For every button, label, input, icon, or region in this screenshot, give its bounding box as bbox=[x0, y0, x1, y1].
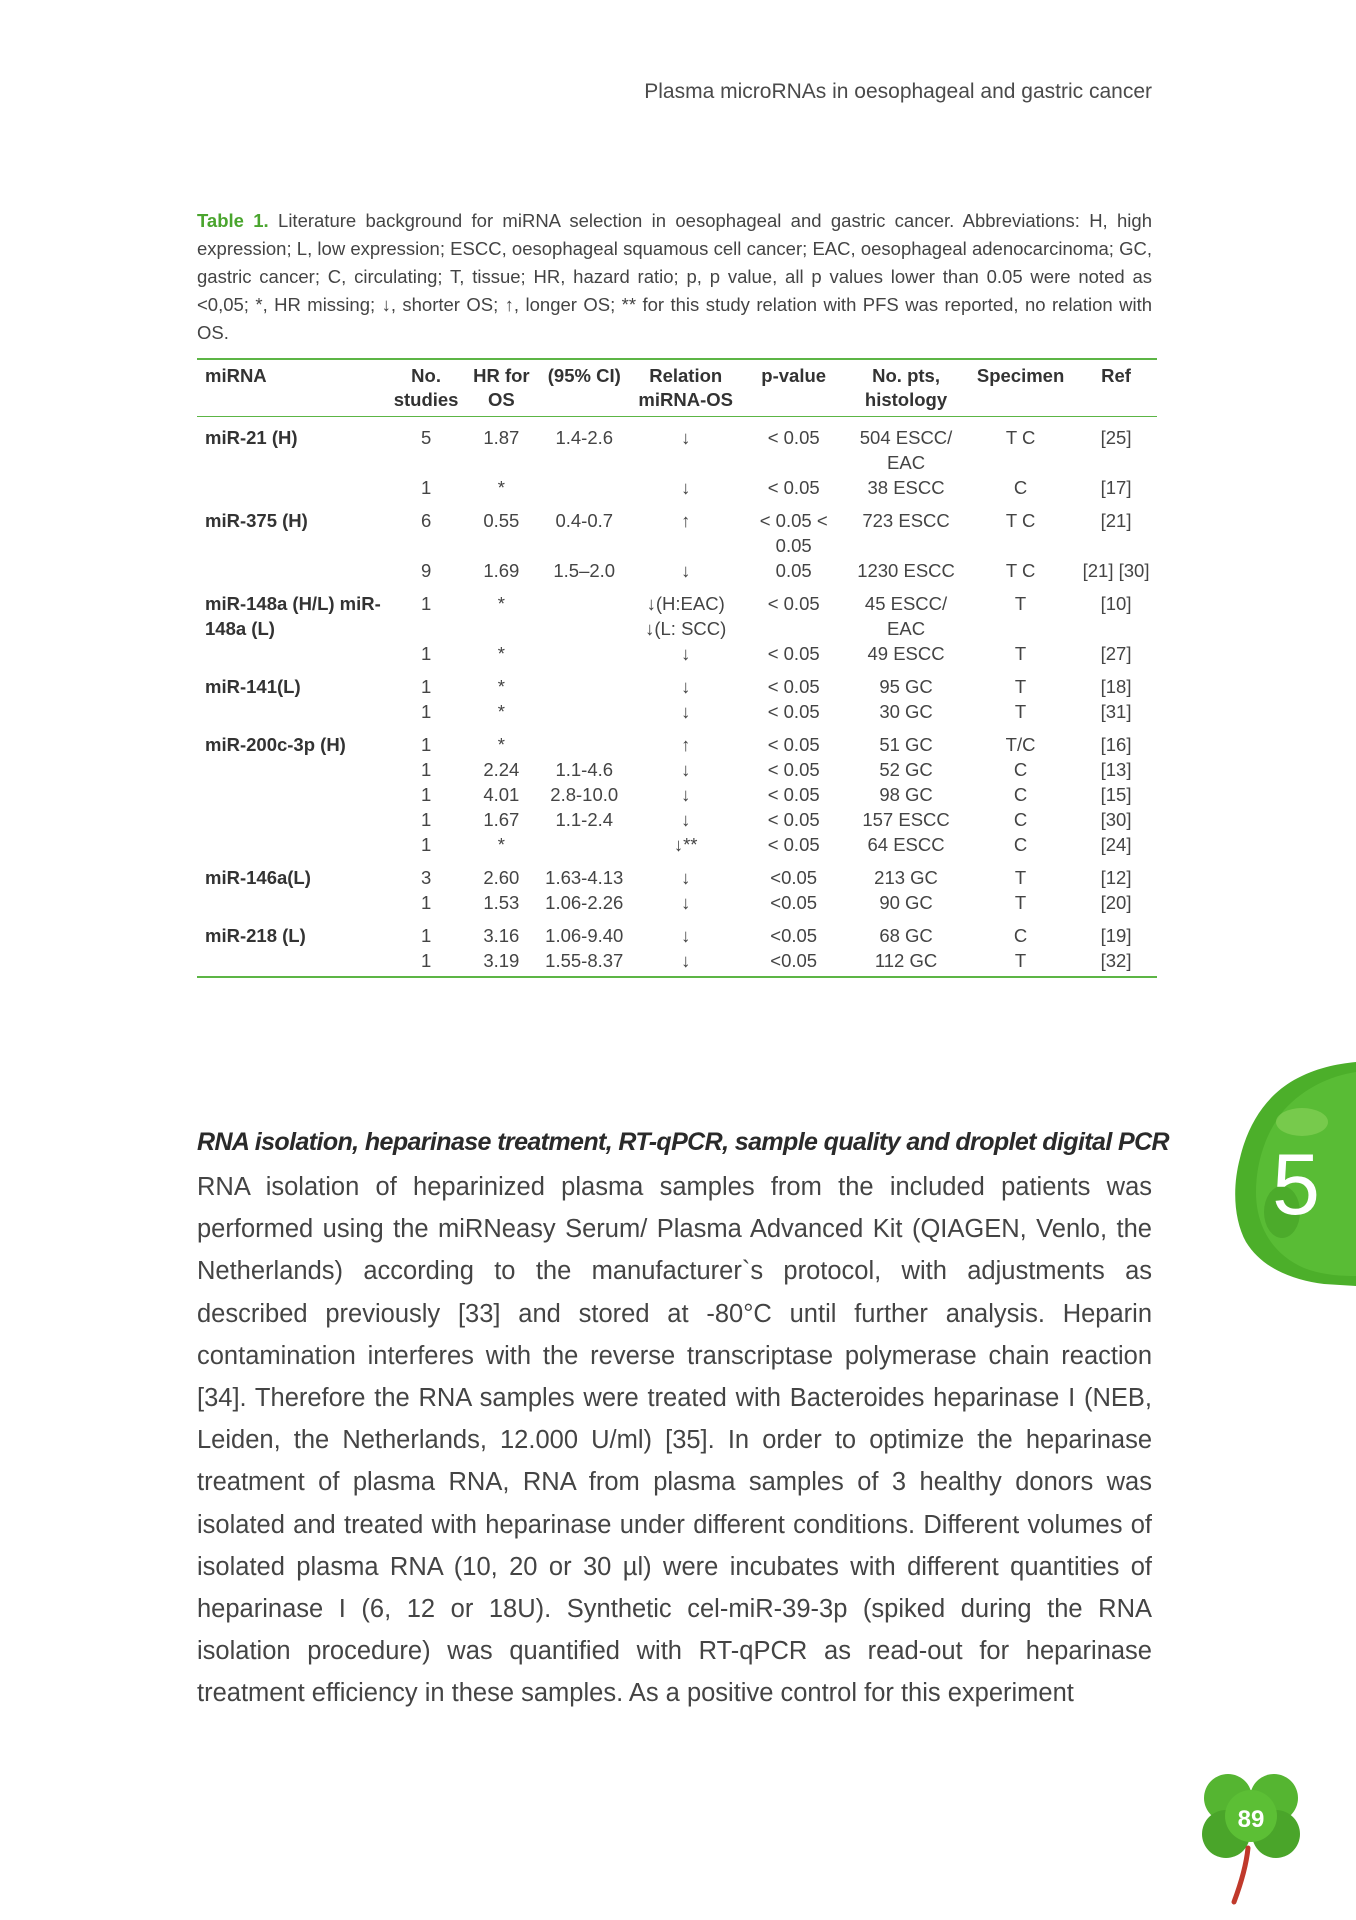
cell-ref: [20] bbox=[1100, 892, 1132, 913]
table-caption bbox=[197, 207, 1152, 347]
cell-pvalue: < 0.05 bbox=[767, 734, 820, 755]
cell-studies: 1 bbox=[420, 784, 432, 805]
cell-pts: 112 GC bbox=[874, 950, 938, 971]
cell-studies: 1 bbox=[420, 892, 432, 913]
cell-hr: 4.01 bbox=[483, 784, 520, 805]
cell-studies: 6 bbox=[420, 510, 432, 531]
cell-specimen: C bbox=[1013, 784, 1028, 805]
cell-relation: ↓ bbox=[681, 759, 691, 780]
cell-mirna bbox=[197, 890, 388, 915]
table-header-row bbox=[197, 359, 1157, 417]
cell-ref: [30] bbox=[1100, 809, 1132, 830]
cell-pts: 90 GC bbox=[879, 892, 933, 913]
cell-mirna bbox=[197, 948, 388, 977]
cell-hr: * bbox=[497, 701, 505, 722]
cell-mirna: miR-375 (H) bbox=[205, 510, 308, 531]
cell-specimen: C bbox=[1013, 759, 1028, 780]
cell-hr: 1.69 bbox=[483, 560, 520, 581]
table-row bbox=[197, 782, 1157, 807]
table-row bbox=[197, 583, 1157, 641]
cell-studies: 1 bbox=[420, 734, 432, 755]
cell-pvalue: < 0.05 bbox=[767, 427, 820, 448]
cell-ref: [19] bbox=[1100, 925, 1132, 946]
table-row bbox=[197, 417, 1157, 476]
cell-studies: 1 bbox=[420, 701, 432, 722]
cell-relation: ↓ bbox=[681, 676, 691, 697]
table-row bbox=[197, 500, 1157, 558]
cell-specimen: T bbox=[1014, 950, 1027, 971]
cell-ref: [31] bbox=[1100, 701, 1132, 722]
cell-specimen: T C bbox=[1005, 560, 1036, 581]
cell-mirna bbox=[197, 757, 388, 782]
col-header-pts: No. pts, histology bbox=[864, 365, 948, 410]
cell-studies: 1 bbox=[420, 676, 432, 697]
cell-specimen: C bbox=[1013, 925, 1028, 946]
cell-mirna bbox=[197, 807, 388, 832]
cell-specimen: T bbox=[1014, 593, 1027, 614]
cell-hr: * bbox=[497, 477, 505, 498]
cell-pts: 30 GC bbox=[879, 701, 933, 722]
cell-pts: 52 GC bbox=[879, 759, 933, 780]
cell-ci bbox=[538, 641, 630, 666]
cell-pts: 45 ESCC/ EAC bbox=[864, 593, 948, 639]
cell-pvalue: < 0.05 bbox=[767, 701, 820, 722]
literature-table bbox=[197, 358, 1157, 978]
cell-hr: 0.55 bbox=[483, 510, 520, 531]
cell-hr: 1.53 bbox=[483, 892, 520, 913]
cell-specimen: T bbox=[1014, 643, 1027, 664]
cell-ci: 1.06-9.40 bbox=[545, 925, 624, 946]
cell-relation: ↓** bbox=[673, 834, 698, 855]
cell-relation: ↓ bbox=[681, 950, 691, 971]
cell-pvalue: <0.05 bbox=[770, 950, 818, 971]
cell-hr: 1.87 bbox=[483, 427, 520, 448]
cell-pvalue: 0.05 bbox=[775, 560, 812, 581]
cell-ref: [27] bbox=[1100, 643, 1132, 664]
cell-mirna: miR-218 (L) bbox=[205, 925, 306, 946]
cell-pts: 1230 ESCC bbox=[857, 560, 955, 581]
cell-pvalue: < 0.05 bbox=[767, 809, 820, 830]
cell-studies: 1 bbox=[420, 593, 432, 614]
cell-relation: ↓ bbox=[681, 892, 691, 913]
cell-specimen: T bbox=[1014, 676, 1027, 697]
cell-pvalue: < 0.05 bbox=[767, 477, 820, 498]
col-header-ci: (95% CI) bbox=[547, 365, 621, 386]
cell-hr: 2.60 bbox=[483, 867, 520, 888]
cell-ref: [21] [30] bbox=[1082, 560, 1150, 581]
cell-relation: ↓ bbox=[681, 867, 691, 888]
col-header-mirna: miRNA bbox=[205, 365, 267, 386]
cell-pts: 157 ESCC bbox=[862, 809, 950, 830]
cell-ref: [10] bbox=[1100, 593, 1132, 614]
cell-pts: 504 ESCC/ EAC bbox=[859, 427, 953, 473]
cell-pvalue: <0.05 bbox=[770, 925, 818, 946]
cell-pts: 68 GC bbox=[879, 925, 933, 946]
cell-studies: 3 bbox=[420, 867, 432, 888]
table-row bbox=[197, 724, 1157, 757]
cell-ci: 1.4-2.6 bbox=[555, 427, 614, 448]
cell-hr: 2.24 bbox=[483, 759, 520, 780]
page-number: 89 bbox=[1237, 1806, 1265, 1833]
cell-pvalue: < 0.05 bbox=[767, 643, 820, 664]
cell-relation: ↓ bbox=[681, 427, 691, 448]
table-row bbox=[197, 558, 1157, 583]
cell-ci bbox=[538, 475, 630, 500]
cell-mirna: miR-141(L) bbox=[205, 676, 301, 697]
cell-pts: 49 ESCC bbox=[867, 643, 945, 664]
cell-pts: 213 GC bbox=[874, 867, 938, 888]
cell-pvalue: <0.05 bbox=[770, 892, 818, 913]
table-row bbox=[197, 807, 1157, 832]
cell-pvalue: < 0.05 bbox=[767, 759, 820, 780]
cell-pts: 51 GC bbox=[879, 734, 933, 755]
table-row bbox=[197, 666, 1157, 699]
cell-relation: ↓ bbox=[681, 809, 691, 830]
cell-mirna bbox=[197, 782, 388, 807]
cell-mirna: miR-146a(L) bbox=[205, 867, 311, 888]
cell-hr: * bbox=[497, 834, 505, 855]
col-header-pvalue: p-value bbox=[761, 365, 827, 386]
cell-mirna bbox=[197, 699, 388, 724]
cell-relation: ↓ bbox=[681, 643, 691, 664]
col-header-relation: Relation miRNA-OS bbox=[638, 365, 733, 410]
col-header-ref: Ref bbox=[1101, 365, 1131, 386]
cell-studies: 1 bbox=[420, 834, 432, 855]
cell-ci bbox=[538, 832, 630, 857]
table-row bbox=[197, 915, 1157, 948]
cell-ref: [15] bbox=[1100, 784, 1132, 805]
cell-hr: * bbox=[497, 593, 505, 614]
cell-pts: 64 ESCC bbox=[867, 834, 945, 855]
cell-relation: ↓ bbox=[681, 784, 691, 805]
cell-hr: * bbox=[497, 643, 505, 664]
cell-pvalue: < 0.05 < 0.05 bbox=[759, 510, 828, 556]
cell-specimen: T C bbox=[1005, 510, 1036, 531]
cell-relation: ↑ bbox=[681, 734, 691, 755]
cell-ci: 1.63-4.13 bbox=[545, 867, 624, 888]
col-header-hr: HR for OS bbox=[473, 365, 530, 410]
table-row bbox=[197, 699, 1157, 724]
cell-studies: 1 bbox=[420, 477, 432, 498]
cell-specimen: T bbox=[1014, 892, 1027, 913]
cell-relation: ↓ bbox=[681, 477, 691, 498]
cell-mirna: miR-21 (H) bbox=[205, 427, 298, 448]
chapter-number: 5 bbox=[1272, 1137, 1320, 1233]
cell-mirna: miR-200c-3p (H) bbox=[205, 734, 346, 755]
cell-pvalue: < 0.05 bbox=[767, 593, 820, 614]
cell-relation: ↓ bbox=[681, 701, 691, 722]
cell-studies: 1 bbox=[420, 950, 432, 971]
cell-ref: [12] bbox=[1100, 867, 1132, 888]
cell-pts: 95 GC bbox=[879, 676, 933, 697]
cell-ref: [17] bbox=[1100, 477, 1132, 498]
cell-relation: ↓ bbox=[681, 560, 691, 581]
cell-pts: 38 ESCC bbox=[867, 477, 945, 498]
cell-studies: 1 bbox=[420, 643, 432, 664]
cell-pvalue: < 0.05 bbox=[767, 834, 820, 855]
cell-ci: 0.4-0.7 bbox=[555, 510, 614, 531]
cell-ref: [24] bbox=[1100, 834, 1132, 855]
cell-specimen: T bbox=[1014, 867, 1027, 888]
col-header-specimen: Specimen bbox=[976, 365, 1065, 386]
cell-mirna bbox=[197, 832, 388, 857]
cell-specimen: T/C bbox=[1005, 734, 1036, 755]
cell-ci: 1.1-2.4 bbox=[555, 809, 614, 830]
cell-mirna bbox=[197, 475, 388, 500]
cell-relation: ↓ bbox=[681, 925, 691, 946]
table-row bbox=[197, 757, 1157, 782]
chapter-tab-leaf-icon bbox=[1232, 1062, 1356, 1286]
cell-ci: 1.5–2.0 bbox=[553, 560, 616, 581]
cell-mirna: miR-148a (H/L) miR-148a (L) bbox=[205, 593, 381, 639]
cell-pvalue: < 0.05 bbox=[767, 676, 820, 697]
cell-ci bbox=[538, 724, 630, 757]
cell-ref: [32] bbox=[1100, 950, 1132, 971]
cell-ci: 1.06-2.26 bbox=[545, 892, 624, 913]
cell-relation: ↑ bbox=[681, 510, 691, 531]
cell-relation: ↓(H:EAC) ↓(L: SCC) bbox=[645, 593, 727, 639]
table-caption-label: Table 1. bbox=[197, 210, 269, 231]
table-row bbox=[197, 475, 1157, 500]
cell-specimen: T C bbox=[1005, 427, 1036, 448]
cell-ref: [21] bbox=[1100, 510, 1132, 531]
cell-ci: 1.1-4.6 bbox=[555, 759, 614, 780]
cell-studies: 1 bbox=[420, 925, 432, 946]
section-heading: RNA isolation, heparinase treatment, RT-qPCR, sample quality and droplet digital PCR bbox=[197, 1128, 1169, 1156]
table-caption-text: Literature background for miRNA selection in oesophageal and gastric cancer. Abbreviations: H, high expression; L, low expression; ESCC, oesophageal squamous cell cancer; EAC, oesophageal adenocarcinoma; GC, gastric cancer; C, circulating; T, tissue; HR, hazard ratio; p, p value, all p values lower than 0.05 were noted as <0,05; *, HR missing; ↓, shorter OS; ↑, longer OS; ** for this study relation with PFS was reported, no relation with OS. bbox=[197, 210, 1152, 343]
cell-ref: [16] bbox=[1100, 734, 1132, 755]
cell-ci: 2.8-10.0 bbox=[550, 784, 619, 805]
table-row bbox=[197, 641, 1157, 666]
table-row bbox=[197, 832, 1157, 857]
cell-hr: * bbox=[497, 734, 505, 755]
cell-ref: [18] bbox=[1100, 676, 1132, 697]
cell-pvalue: < 0.05 bbox=[767, 784, 820, 805]
cell-studies: 1 bbox=[420, 809, 432, 830]
cell-ci: 1.55-8.37 bbox=[545, 950, 624, 971]
cell-mirna bbox=[197, 641, 388, 666]
cell-pts: 98 GC bbox=[879, 784, 933, 805]
cell-mirna bbox=[197, 558, 388, 583]
running-header: Plasma microRNAs in oesophageal and gastric cancer bbox=[644, 80, 1152, 103]
table-row bbox=[197, 857, 1157, 890]
cell-specimen: C bbox=[1013, 809, 1028, 830]
table-row bbox=[197, 948, 1157, 977]
cell-hr: 3.19 bbox=[483, 950, 520, 971]
cell-hr: 3.16 bbox=[483, 925, 520, 946]
cell-specimen: C bbox=[1013, 834, 1028, 855]
cell-ref: [25] bbox=[1100, 427, 1132, 448]
cell-pvalue: <0.05 bbox=[770, 867, 818, 888]
cell-hr: * bbox=[497, 676, 505, 697]
cell-hr: 1.67 bbox=[483, 809, 520, 830]
col-header-studies: No. studies bbox=[393, 365, 459, 410]
table-body bbox=[197, 417, 1157, 978]
cell-ci bbox=[538, 583, 630, 641]
table-row bbox=[197, 890, 1157, 915]
cell-ci bbox=[538, 666, 630, 699]
cell-specimen: C bbox=[1013, 477, 1028, 498]
body-paragraph: RNA isolation of heparinized plasma samples from the included patients was performed using the miRNeasy Serum/ Plasma Advanced Kit (QIAGEN, Venlo, the Netherlands) according to the manufacturer`s protocol, with adjustments as described previously [33] and stored at -80°C until further analysis. Heparin contamination interferes with the reverse transcriptase polymerase chain reaction [34]. Therefore the RNA samples were treated with Bacteroides heparinase I (NEB, Leiden, the Netherlands, 12.000 U/ml) [35]. In order to optimize the heparinase treatment of plasma RNA, RNA from plasma samples of 3 healthy donors was isolated and treated with heparinase under different conditions. Different volumes of isolated plasma RNA (10, 20 or 30 µl) were incubates with different quantities of heparinase I (6, 12 or 18U). Synthetic cel-miR-39-3p (spiked during the RNA isolation procedure) was quantified with RT-qPCR as read-out for heparinase treatment efficiency in these samples. As a positive control for this experiment bbox=[197, 1173, 1152, 1708]
cell-studies: 5 bbox=[420, 427, 432, 448]
cell-ci bbox=[538, 699, 630, 724]
cell-pts: 723 ESCC bbox=[862, 510, 950, 531]
cell-studies: 1 bbox=[420, 759, 432, 780]
cell-ref: [13] bbox=[1100, 759, 1132, 780]
cell-specimen: T bbox=[1014, 701, 1027, 722]
four-leaf-clover-icon bbox=[1196, 1768, 1306, 1908]
cell-studies: 9 bbox=[420, 560, 432, 581]
